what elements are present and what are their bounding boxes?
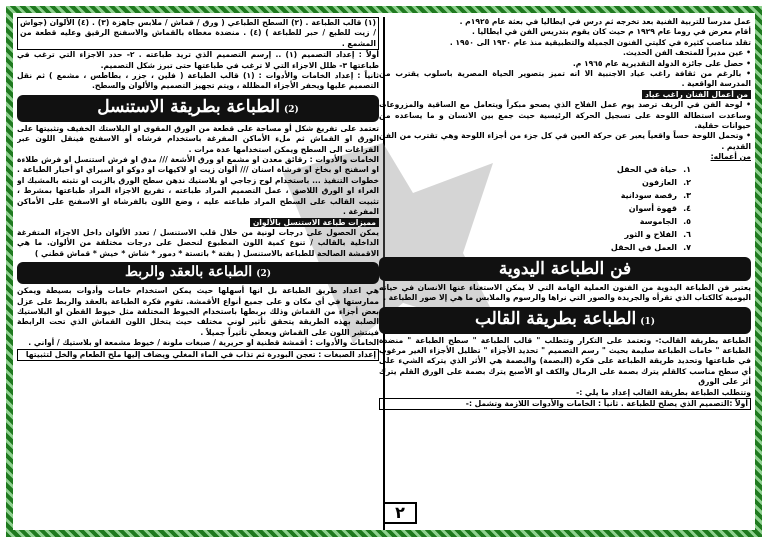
intro-bullet: • بالرغم من ثقافة راغب عياد الاجنبية الا انه تميز بتصوير الحياة المصرية باسلوب يقترب من المدرسة الواقعية . — [379, 69, 751, 90]
section-title-mold-printing: (1)الطباعة بطريقة القالب — [379, 307, 751, 334]
stencil-advantages-label: مميزات طباعة الاستنسل بالألوان — [250, 218, 379, 227]
list-item: ٤.قهوة أسوان — [628, 203, 691, 213]
list-item: ٧.العمل في الحقل — [610, 242, 691, 252]
intro-line: أقام معرض في روما عام ١٩٢٩ م حيث كان يقوم بتدريس الفن في ايطاليا . — [471, 27, 751, 37]
works-heading: من أعمال الفنان راغب عياد — [642, 90, 751, 99]
page-number: ٢ — [383, 502, 417, 524]
mold-printing-tail: وتتطلب الطباعة بطريقة القالب إعداد ما يلي :- — [576, 387, 751, 397]
intro-line: عمل مدرساً للتربية الفنية بعد تخرجه ثم درس في ايطاليا في بعثة عام ١٩٢٥م . — [459, 17, 751, 26]
mold-printing-text: الطباعة بطريقة القالب:- وتعتمد على التكرار وتتطلب " قالب الطباعة " سطح الطباعة " منضدة الطباعة " خامات الطباعة سليمة بحيث " رسم التصميم " تحديد الأجزاء " تظليل الأجزاء الغير مرغوب في طباعتها وتحديد طريقة الطباعة على فكرة (البصمة) والبصمة هي الأثر الذي يتركه الشيء على أي سطح مناسب كالقلم يترك بصمة على الرمال والكف او الأصبع يترك بصمة على الورق القلم يترك أثر على الورق — [379, 335, 751, 387]
works-list-label: من أعماله: — [710, 152, 751, 162]
tie-dye-text: هي اعداد طريق الطباعة بل انها أسهلها حيث يمكن استخدام خامات وأدوات بسيطة ويمكن ممارستها في أي مكان و على جميع أنواع الأقمشة. تقوم فكرة الطباعة بالعقد والربط على عزل بعض أجزاء من القماش وذلك بربطها باستخدام الخيوط المختلفة مثل خيوط القطن او البلاستيك الصلبة بهذه الطريقة يتحقق تأثير لوني مختلف حيث يتخلل اللون القماش الذي تحت الرابطة فينتشر اللون على القماش ويعطي تأثيراً جميلاً . — [17, 286, 379, 337]
mold-printing-first: أولاً :التصميم الذي يصلح للطباعة . ثانياً : الخامات والأدوات اللازمة وتشمل :- — [379, 398, 751, 410]
tie-dye-tools: الخامات والأدوات : أقمشة قطنية او حريرية / صبغات ملونة / خيوط مشمعة او بلاستيك / أواني . — [28, 338, 379, 348]
section-title-tie-dye: (2)الطباعة بالعقد والربط — [17, 262, 379, 284]
step-line: أولاً : إعداد التصميم (١) .. إرسم التصميم الذي تريد طباعته . ٢- حدد الاجزاء التي ترغب في طباعتها ٣- ظلل الاجزاء التي لا ترغب في طباعتها حتى تبرز شكل التصميم. — [17, 50, 379, 70]
dye-preparation: إعداد الصبغات : تعجن البودرة ثم تذاب في الماء المغلي ويضاف إليها ملح الطعام والخل لتثبيتها — [17, 349, 379, 361]
intro-bullet: • حصل على جائزة الدولة التقديرية عام ١٩٦٥ م. — [379, 59, 751, 69]
step-line: ثانياً : إعداد الخامات والأدوات : (١) قالب الطباعة ( فلين ، جزر ، بطاطس ، مشمع ) ثم نقل التصميم عليها ويحفر الأجزاء المظللة ، ويتم تجهيز التصميم والألوان والسطح. — [17, 71, 379, 91]
tools-list: (١) قالب الطباعة . (٢) السطح الطباعي ( ورق / قماش / ملابس جاهزة (٣) . (٤) الألوان (جواش / زيت للطبع / حبر للطباعة ) (٤) . منضدة مغطاة بالقماش والاسفنج الرقيق وعليه قطعة من المشمع . — [17, 17, 379, 50]
left-column — [17, 17, 379, 535]
list-item: ٣.رقصة سودانية — [620, 190, 691, 200]
list-item: ٥.الجاموسة — [639, 216, 691, 226]
list-item: ٢.العازفون — [642, 177, 691, 187]
document-page — [6, 6, 762, 537]
list-item: ١.حياة في الحقل — [616, 164, 691, 174]
intro-bullet: • عين مديراً للمتحف الفن الحديث. — [379, 48, 751, 58]
works-text: • لوحة الفن في الريف ترصد يوم عمل الفلاح الذي يصحو مبكراً ويتعامل مع الساقية والمزروعات وساعدت استطالة اللوحة على تسجيل الحركة الرئيسية حيث جمع بين الانسان و ما يساعده من حيوانات حقلية. — [379, 100, 751, 131]
stencil-text: تعتمد على تفريغ شكل أو مساحة على قطعة من الورق المقوى او البلاستك الخفيف وتثبيتها على الورق او القماش ثم ملء الأماكن المفرغة باستخدام فرشاه أو الاسفنج فينقل اللون عبر الفراغات الى السطح ويمكن استخدامها عدة مرات . — [17, 123, 379, 154]
section-title-hand-printing: فن الطباعة اليدوية — [379, 257, 751, 281]
list-item: ٦.الفلاح و الثور — [624, 229, 691, 239]
right-column — [379, 17, 751, 535]
stencil-advantages: يمكن الحصول على درجات لونية من خلال قلب الاستنسل / تعدد الألوان داخل الاجزاء المتفرغة الداخلية بالقالب / تنوع كمية اللون المطبوع لنحصل على درجات مختلفة من الألوان. ما هي الاقمشة الصالحة للطباعة بالاستنسل ( بفتة * باتستة * دمور * شاش * خيش * قماش قطني ) — [17, 227, 379, 258]
hand-printing-text: يعتبر فن الطباعة اليدوية من الفنون العملية الهامة التي لا يمكن الاستغناء عنها الانسان في حياته اليومية كالكتاب الذي تقرأه والجريدة والصور التي نراها والرسوم والملابس ما هي إلا صور الطباعة . — [379, 282, 751, 303]
works-list — [379, 163, 751, 254]
section-title-stencil: (2)الطباعة بطريقة الاستنسل — [17, 95, 379, 122]
intro-line: تقلد مناصب كثيرة في كليتي الفنون الجميلة والتطبيقية منذ عام ١٩٣٠ الى ١٩٥٠ . — [449, 37, 751, 47]
works-text: • وتحمل اللوحة حساً واقعياً يعبر عن حركة العين في كل جزء من أجزاء اللوحة وهي تقترب من الفن القديم . — [379, 131, 751, 152]
stencil-tools: الخامات والأدوات : رقائق معدن او مشمع او ورق الأشعة /// مدق او فرش استنسل او فرش طلاءة او اسفنج او بخاخ او فرشاة اسنان /// ألوان زيت او لاكيهات او دوكو او اسبراي او أحبار الطباعة . خطوات التنفيذ ... باستخدام لوح زجاجي او بلاستيك ندهن سطح الورق بالزيت او نثبته بالمشبك او الغراء او الورق اللاصق ، عمل التصميم المراد طباعته ، تفريغ الاجزاء المراد طباعتها بمشرط ، تثبيت القالب على السطح المراد طباعته عليه ، وضع اللون بالفرشاة او الاسفنج على الأماكن المفرغة . — [17, 155, 379, 217]
